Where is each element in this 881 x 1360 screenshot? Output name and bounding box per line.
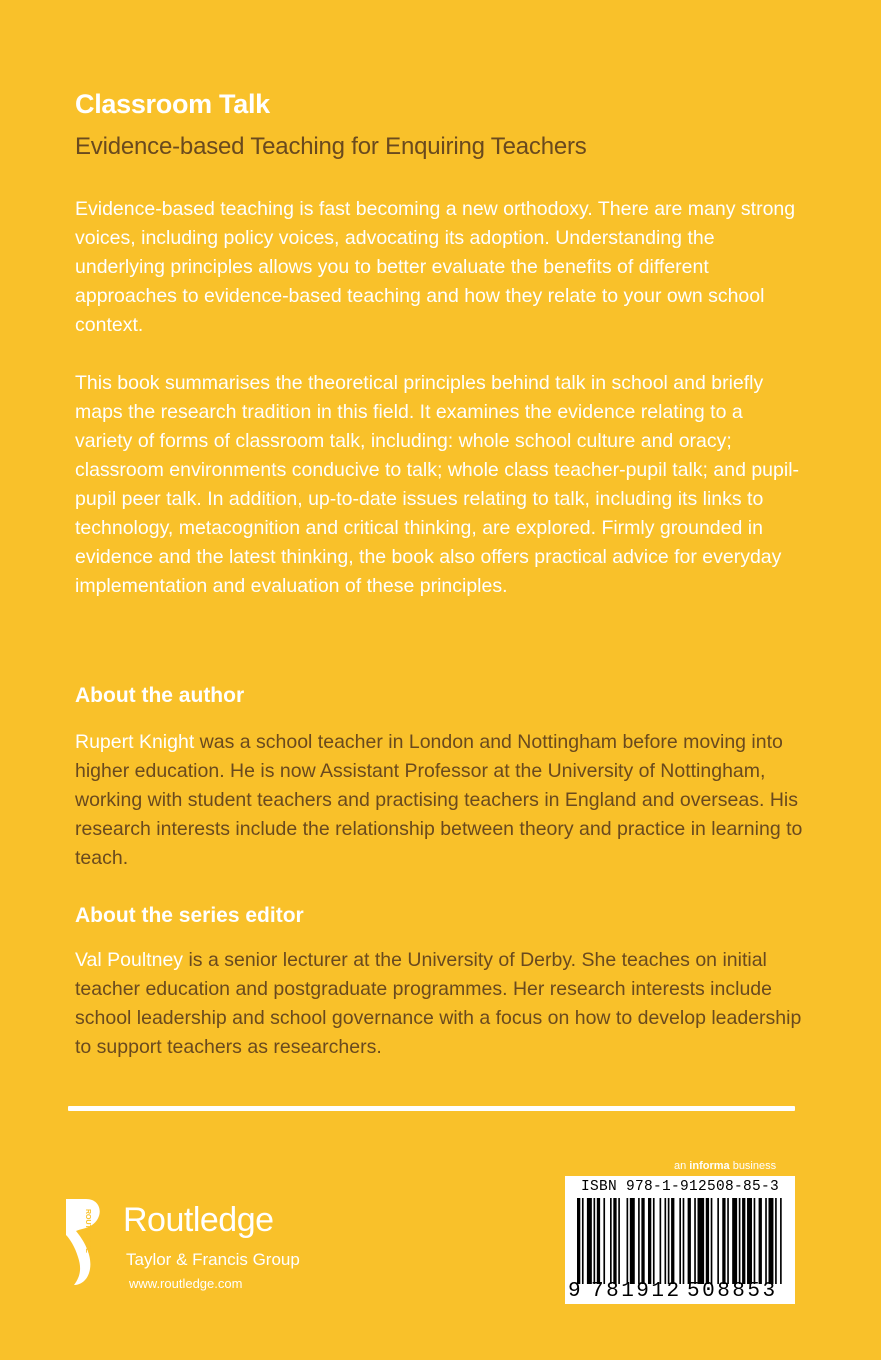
book-title: Classroom Talk [75,89,270,119]
divider-line [68,1106,795,1111]
informa-tagline: an informa business [674,1160,777,1172]
ean-right-group: 508853 [687,1280,778,1303]
about-author-heading: About the author [75,684,245,707]
publisher-website: www.routledge.com [129,1276,243,1291]
barcode-bars [577,1198,785,1284]
blurb-paragraph-2: This book summarises the theoretical principles behind talk in school and briefly maps the research tradition in this field. It examines the evidence relating to a variety of forms of classroom talk, including: whole school culture and oracy; classroom environments conducive to talk; whole class teacher-pupil talk; and pupil-pupil peer talk. In addition, up-to-date issues relating to talk, including its links to technology, metacognition and critical thinking, are explored. Firmly grounded in evidence and the latest thinking, the book also offers practical advice for everyday implementation and evaluation of these principles. [75,372,800,597]
about-editor-heading: About the series editor [75,904,304,927]
isbn-barcode [565,1176,795,1304]
author-bio [75,728,805,873]
ean-left-group: 781912 [591,1280,682,1303]
svg-text:ROUTLEDGE: ROUTLEDGE [84,1209,91,1253]
editor-bio [75,946,805,1062]
editor-name: Val Poultney [75,949,184,971]
blurb-paragraph-1: Evidence-based teaching is fast becoming a new orthodoxy. There are many strong voices, including policy voices, advocating its adoption. Understanding the underlying principles allows you to better evaluate the benefits of different approaches to evidence-based teaching and how they relate to your own school context. [75,198,796,336]
isbn-label: ISBN 978-1-912508-85-3 [580,1179,780,1195]
author-bio-text: was a school teacher in London and Nottingham before moving into higher education. He is now Assistant Professor at the University of Nottingham, working with student teachers and practising teachers in England and overseas. His research interests include the relationship between theory and practice in learning to teach. [75,731,803,869]
informa-brand: informa [689,1160,730,1172]
ean-first-digit: 9 [568,1280,581,1303]
ean-digits [565,1280,795,1302]
editor-bio-text: is a senior lecturer at the University of Derby. She teaches on initial teacher education and postgraduate programmes. Her research interests include school leadership and school governance with a focus on how to develop leadership to support teachers as researchers. [75,949,802,1058]
routledge-logo-icon [62,1195,110,1287]
publisher-name: Routledge [123,1201,274,1239]
publisher-group: Taylor & Francis Group [126,1250,300,1269]
author-name: Rupert Knight [75,731,195,753]
book-subtitle: Evidence-based Teaching for Enquiring Teachers [75,133,587,160]
